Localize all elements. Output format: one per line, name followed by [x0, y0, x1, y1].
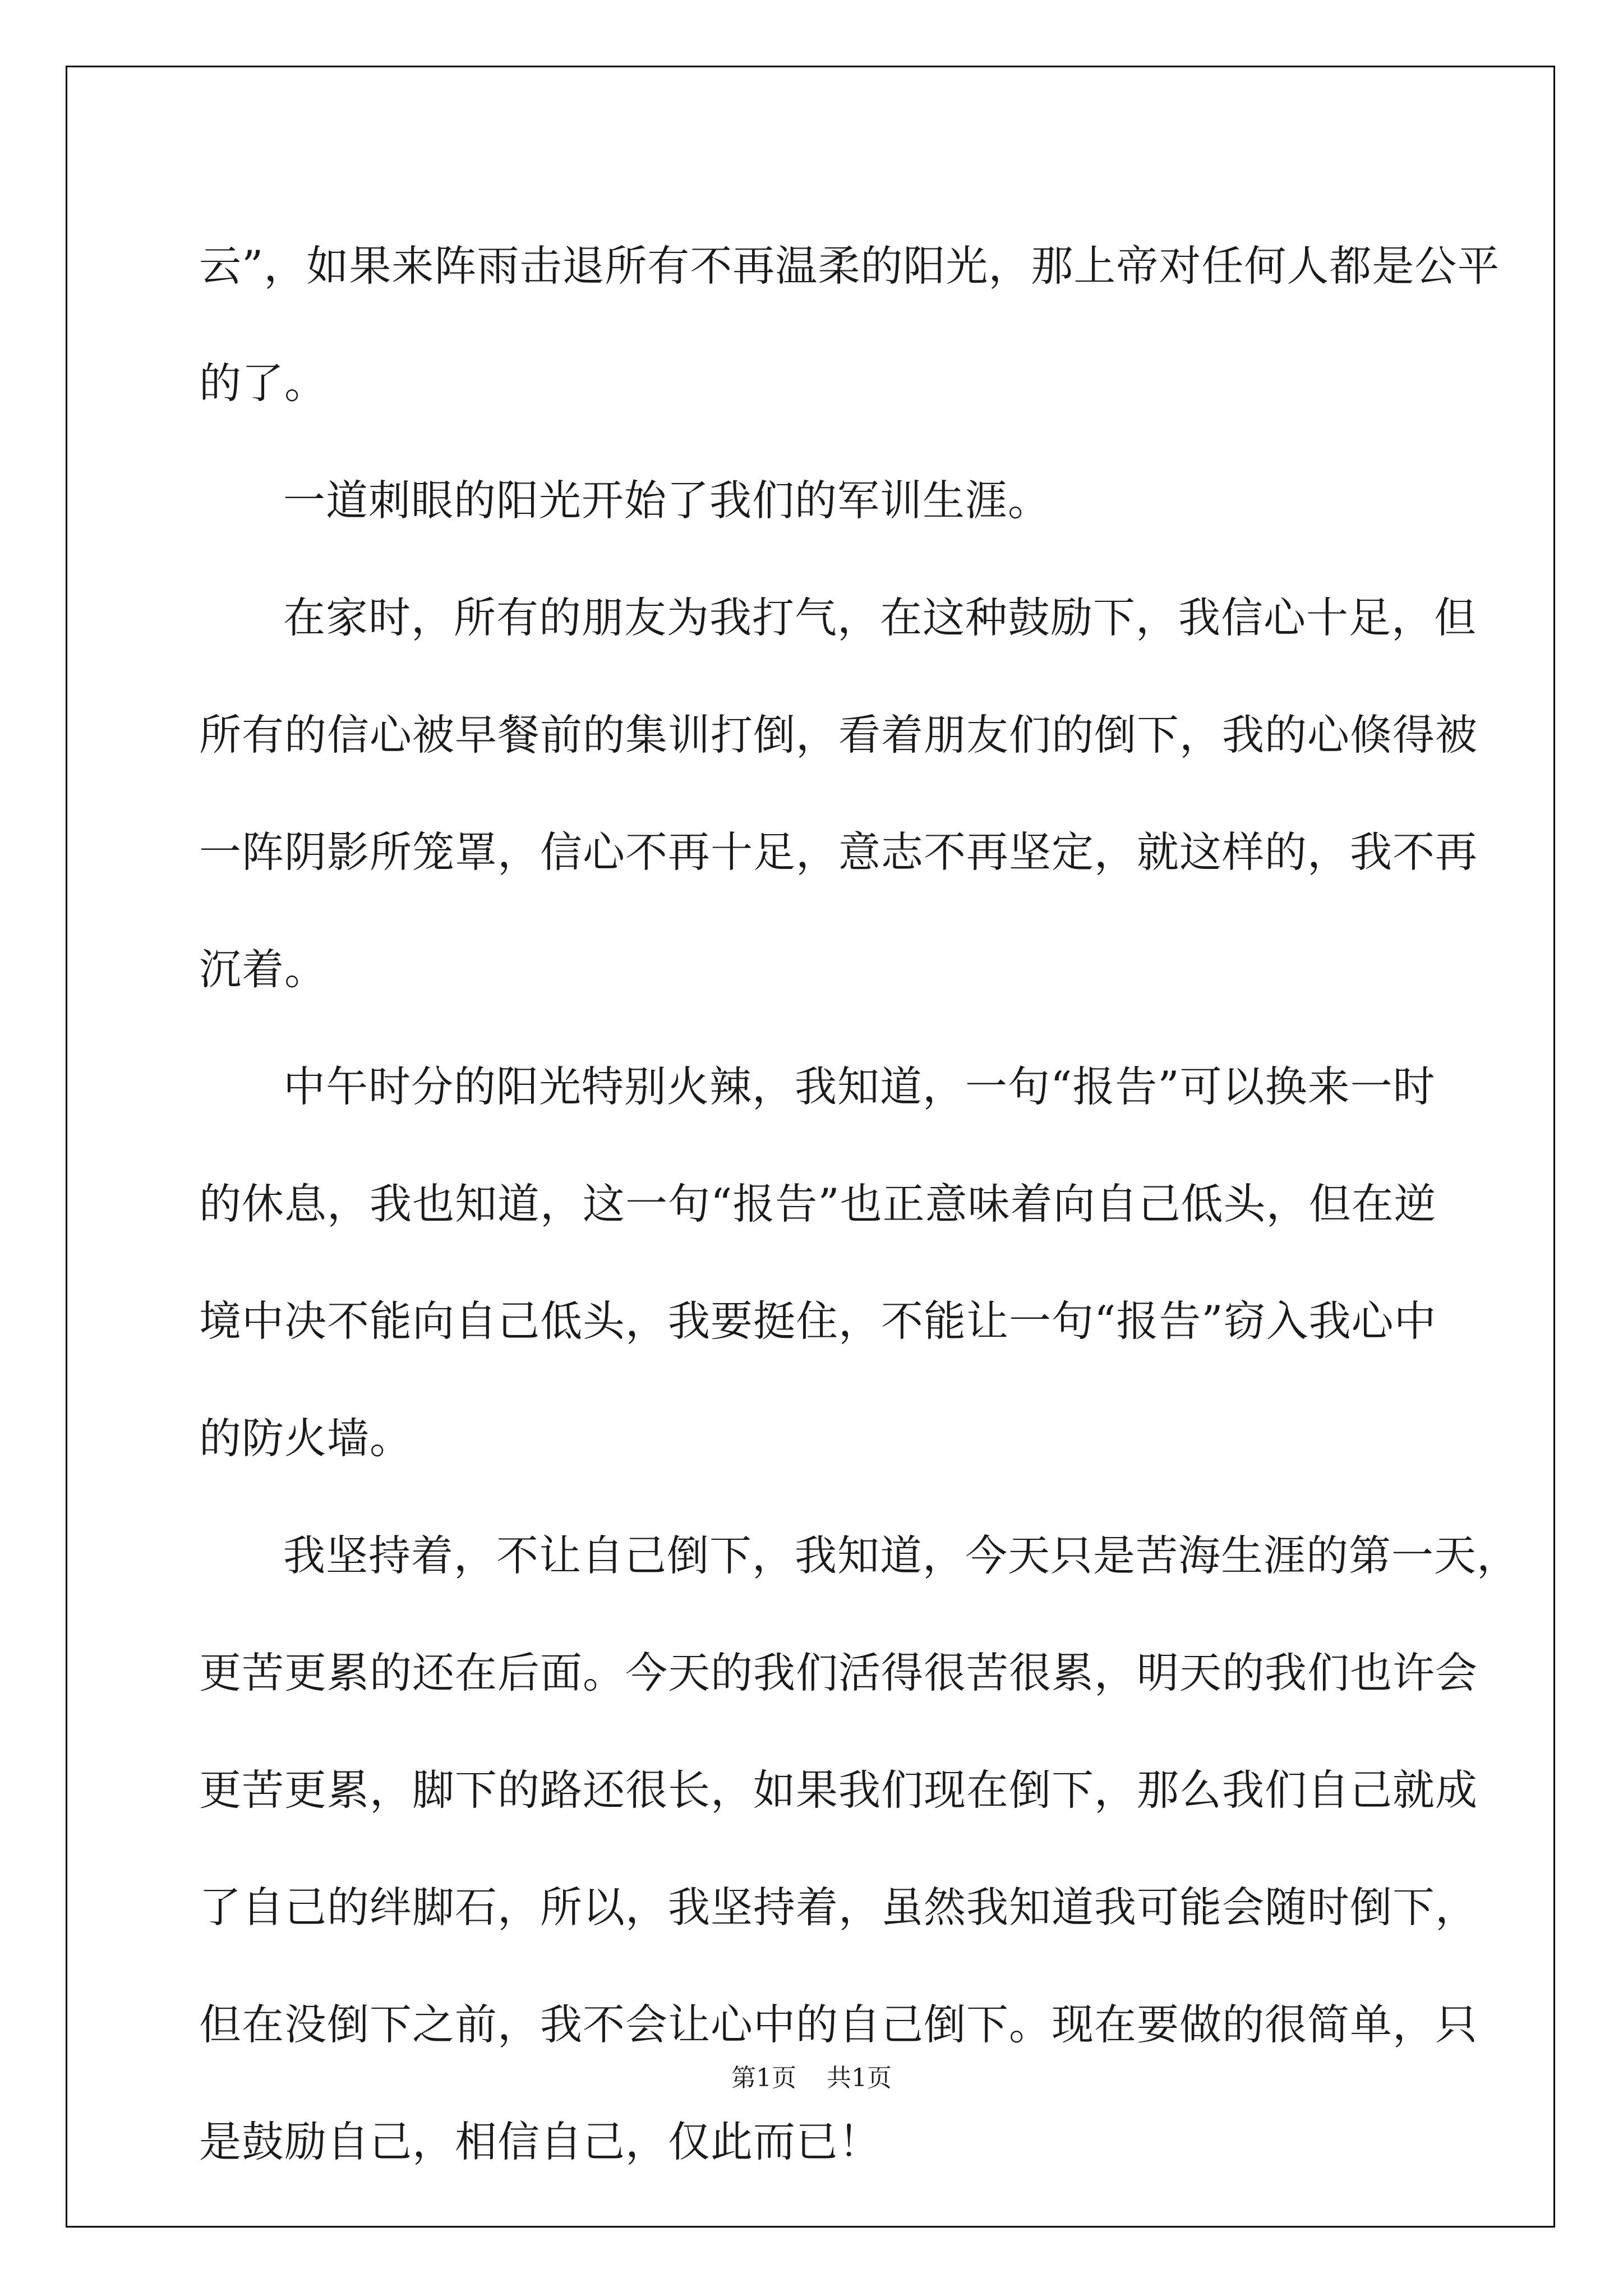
text-line: 更苦更累的还在后面。今天的我们活得很苦很累，明天的我们也许会: [199, 1648, 1478, 1697]
text-line: 的休息，我也知道，这一句“报告”也正意味着向自己低头，但在逆: [199, 1179, 1437, 1228]
paragraph-start-line: 我坚持着，不让自己倒下，我知道，今天只是苦海生涯的第一天，: [283, 1531, 1520, 1580]
text-line: 境中决不能向自己低头，我要挺住，不能让一句“报告”窃入我心中: [199, 1296, 1437, 1346]
paragraph-start-line: 一道刺眼的阳光开始了我们的军训生涯。: [283, 476, 1051, 525]
text-line: 一阵阴影所笼罩，信心不再十足，意志不再坚定，就这样的，我不再: [199, 827, 1478, 877]
document-body: [199, 208, 1520, 2201]
text-line: 了自己的绊脚石，所以，我坚持着，虽然我知道我可能会随时倒下，: [199, 1883, 1478, 1932]
text-line: 沉着。: [199, 945, 328, 994]
text-line: 所有的信心被早餐前的集训打倒，看着朋友们的倒下，我的心倏得被: [199, 710, 1478, 760]
text-line: 更苦更累，脚下的路还很长，如果我们现在倒下，那么我们自己就成: [199, 1765, 1478, 1815]
paragraph-start-line: 在家时，所有的朋友为我打气，在这种鼓励下，我信心十足，但: [283, 593, 1477, 642]
page-footer: [0, 2058, 1623, 2093]
text-line: 的防火墙。: [199, 1414, 413, 1463]
text-line: 的了。: [199, 358, 328, 408]
text-line: 云”，如果来阵雨击退所有不再温柔的阳光，那上帝对任何人都是公平: [199, 241, 1500, 291]
paragraph-start-line: 中午时分的阳光特别火辣，我知道，一句“报告”可以换来一时: [283, 1062, 1436, 1111]
page-number: 第1页: [731, 2064, 796, 2092]
text-line: 但在没倒下之前，我不会让心中的自己倒下。现在要做的很简单，只: [199, 2000, 1478, 2049]
text-line: 是鼓励自己，相信自己，仅此而已！: [199, 2117, 882, 2166]
page-count: 共1页: [827, 2064, 892, 2092]
